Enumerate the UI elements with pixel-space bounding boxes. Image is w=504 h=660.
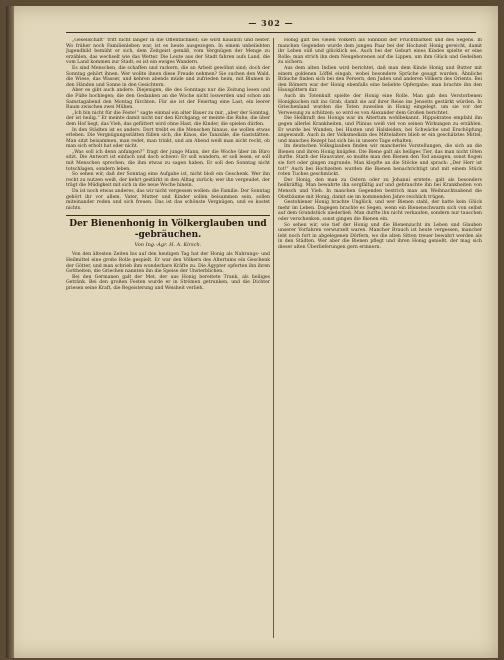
article-separator [66,215,270,216]
essay-paragraph: In den Städten ist es anders. Dort treibt es die Menschen hinaus, sie wollen etwas erleben. Die Vergnügungsstätten füllen sich, die Kinos, die Tanzsäle, die Gaststätten. Man sitzt beisammen, man redet, man trinkt, und am Abend weiß man nicht recht, ob man sich erholt hat oder nicht. [66,127,270,150]
essay-paragraph: So sehen wir, daß der Sonntag eine Aufgabe ist, nicht bloß ein Geschenk. Wer ihn recht zu nutzen weiß, der kehrt gestärkt in den Alltag zurück; wer ihn vergeudet, der trägt die Müdigkeit mit sich in die neue Woche hinein. [66,172,270,189]
essay-paragraph: Aber es gibt auch andere. Diejenigen, die des Sonntags nur die Zeitung lesen und die Füße hochlegen; die den Gedanken an die Woche nicht loswerden und schon am Samstagabend den Montag fürchten. Für sie ist der Feiertag eine Last, ein leerer Raum zwischen zwei Mühen. [66,88,270,111]
article-honey [66,219,270,291]
binding-gutter [6,6,14,658]
article-paragraph: Gestohlener Honig brachte Unglück, und wer Bienen stahl, der hatte kein Glück mehr im Leben. Dagegen brachte es Segen, wenn ein Bienenschwarm sich von selbst auf dem Grundstück niederließ. Man durfte ihn nicht verkaufen, sondern nur tauschen oder verschenken, sonst gingen die Bienen ein. [278,200,482,222]
newspaper-page [6,6,498,658]
essay-paragraph: „Ich bin nicht für die Feste!“ sagte einmal ein alter Bauer zu mir, „aber der Sonntag, der ist heilig.“ Er meinte damit nicht nur den Kirchgang; er meinte die Ruhe, die über dem Hof liegt, das Vieh, das gefüttert wird ohne Hast, die Kinder, die spielen dürfen. [66,110,270,127]
essay-paragraph: „Was soll ich denn anfangen?“ fragt der junge Mann, der die Woche über im Büro sitzt. Die Antwort ist einfach und doch schwer: Er soll wandern, er soll lesen, er soll mit Menschen sprechen, die ihm etwas zu sagen haben. Er soll den Sonntag nicht totschlagen, sondern leben. [66,149,270,172]
article-headline: Der Bienenhonig in Völkerglauben und -gebräuchen. [69,219,267,241]
article-paragraph: Die Heilkraft des Honigs war im Altertum wohlbekannt. Hippokrates empfahl ihn gegen allerlei Krankheiten, und Plinius weiß viel von seinen Wirkungen zu erzählen. Er wurde bei Wunden, bei Husten und Halsleiden, bei Schwäche und Erschöpfung angewandt. Auch in der Volksmedizin des Mittelalters blieb er ein geschätztes Mittel, und manches Rezept hat sich bis in unsere Tage erhalten. [278,116,482,144]
article-paragraph: Aus dem alten Indien wird berichtet, daß man dem Kinde Honig und Butter mit einem goldenen Löffel eingab, wobei besondere Sprüche gesagt wurden. Ähnliche Bräuche finden sich bei den Persern, den Juden und anderen Völkern des Orients. Bei den Römern war der Honig ebenfalls eine beliebte Opfergabe; man brachte ihn den Hausgöttern dar. [278,65,482,94]
article-paragraph: Im deutschen Volksglauben finden wir mancherlei Vorstellungen, die sich an die Bienen und ihren Honig knüpfen. Die Biene galt als heiliges Tier, das man nicht töten durfte. Starb der Hausvater, so mußte man den Bienen den Tod ansagen, sonst flogen sie fort oder gingen zugrunde. Man klopfte an die Stöcke und sprach: „Der Herr ist tot!“ Auch bei Hochzeiten wurden die Bienen benachrichtigt und mit einem Stück roten Tuches geschmückt. [278,144,482,178]
left-column [66,38,270,638]
article-paragraph: Honig galt bei vielen Völkern als Sinnbild der Fruchtbarkeit und des Segens. In manchen Gegenden wurde dem jungen Paar bei der Hochzeit Honig gereicht, damit ihr Leben süß und glücklich sei. Auch bei der Geburt eines Kindes spielte er eine Rolle; man strich ihn dem Neugeborenen auf die Lippen, um ihm Glück und Gedeihen zu sichern. [278,38,482,66]
article-paragraph: Bei den Germanen galt der Met, der aus Honig bereitete Trank, als heiliges Getränk. Bei den großen Festen wurde er in Strömen getrunken, und die Dichter priesen seine Kraft, die Begeisterung und Weisheit verlieh. [66,274,270,291]
right-column [278,38,482,638]
essay-paragraph: Da ist noch etwas anderes, das wir nicht vergessen wollen: die Familie. Der Sonntag gehört ihr vor allem. Vater, Mutter und Kinder sollen beisammen sein, sollen miteinander reden und sich freuen. Das ist das schönste Vergnügen, und es kostet nichts. [66,189,270,211]
article-paragraph: So sehen wir, wie tief der Honig und die Bienenzucht im Leben und Glauben unserer Vorfahren verwurzelt waren. Mancher Brauch ist heute vergessen, mancher lebt noch fort in abgelegenen Dörfern, wo die alten Sitten treuer bewahrt werden als in den Städten. Wer aber die Bienen pflegt und ihren Honig genießt, der mag sich dieser alten Überlieferungen gern erinnern. [278,222,482,250]
page-number: — 302 — [248,18,294,28]
article-paragraph: Von den ältesten Zeiten bis auf den heutigen Tag hat der Honig als Nahrungs- und Heilmittel eine große Rolle gespielt. Er war den Völkern des Altertums ein Geschenk der Götter, und man schrieb ihm wunderbare Kräfte zu. Die Ägypter opferten ihn ihren Gottheiten, die Griechen nannten ihn die Speise der Unsterblichen. [66,252,270,275]
essay-paragraph: „Gesellschaft“ tritt nicht länger in die Öffentlichkeit; sie wird häuslich und heiter. Wo früher noch Familienleben war, ist es heute ausgezogen. In einem unbeliebten Jugendbild bemüht er sich, dem Zeitgeist gemäß, vom Vergnügen der Menge zu erzählen, das wechselt wie das Wetter. Die Leute aus der Stadt fahren aufs Land, die vom Land kommen zur Stadt; es ist ein ewiges Wandern. [66,38,270,66]
header-rule [66,32,476,33]
article-byline: Von Ing.-Agr. H. A. Kirsch. [134,242,202,249]
essay-top [66,38,270,211]
page-header [66,18,476,30]
column-divider [273,38,274,638]
essay-paragraph: Es sind Menschen, die schaffen und rackern, die an Arbeit gewöhnt sind; doch der Sonntag gehört ihnen. Wer wollte ihnen diese Freude nehmen? Sie suchen den Wald, die Wiese, das Wasser, und kehren abends müde und zufrieden heim, mit Blumen in den Händen und Sonne in den Gesichtern. [66,65,270,88]
article-paragraph: Auch im Totenkult spielte der Honig eine Rolle. Man gab den Verstorbenen Honigkuchen mit ins Grab, damit sie auf ihrer Reise ins Jenseits gestärkt würden. In Griechenland wurden die Toten zuweilen in Honig eingelegt, um sie vor der Verwesung zu schützen; so wird es von Alexander dem Großen berichtet. [278,93,482,116]
article-paragraph: Der Honig, den man zu Ostern oder zu Johanni erntete, galt als besonders heilkräftig. Man bewahrte ihn sorgfältig auf und gebrauchte ihn bei Krankheiten von Mensch und Vieh. In manchen Gegenden bestrich man am Weihnachtsabend die Obstbäume mit Honig, damit sie im kommenden Jahre reichlich trügen. [278,177,482,200]
